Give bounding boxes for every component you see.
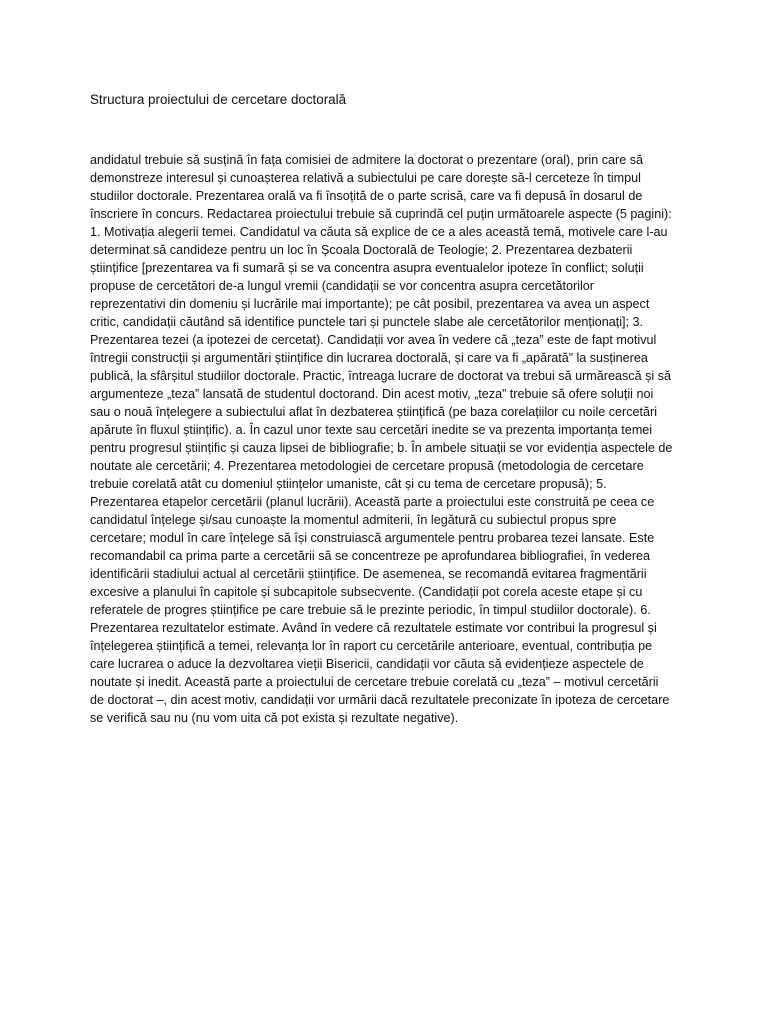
body-line: excesive a planului în capitole și subcapitole subsecvente. (Candidații pot corela aceste etape și cu — [90, 585, 643, 599]
body-line: științifice [prezentarea va fi sumară și se va concentra asupra eventualelor ipoteze în conflict; soluții — [90, 261, 644, 275]
body-line: apărute în fluxul științific). a. În cazul unor texte sau cercetări inedite se va prezenta importanța temei — [90, 423, 653, 437]
body-line: se verifică sau nu (nu vom uita că pot exista și rezultate negative). — [90, 711, 459, 725]
body-line: înțelegerea științifică a temei, relevanța lor în raport cu cercetările anterioare, eventual, contribuția pe — [90, 639, 653, 653]
body-line: reprezentativi din domeniu și lucrările mai importante); pe cât posibil, prezentarea va avea un aspect — [90, 297, 650, 311]
body-line: care lucrarea o aduce la dezvoltarea vieții Bisericii, candidații vor căuta să evidențieze aspectele de — [90, 657, 644, 671]
body-line: demonstreze interesul și cunoașterea relativă a subiectului pe care dorește să-l cerceteze în timpul — [90, 171, 641, 185]
body-line: înscriere în concurs. Redactarea proiectului trebuie să cuprindă cel puțin următoarele aspecte (5 pagini): — [90, 207, 672, 221]
body-line: referatele de progres științifice pe care trebuie să le prezinte periodic, în timpul studiilor doctorale). 6. — [90, 603, 651, 617]
body-line: determinat să candideze pentru un loc în Școala Doctorală de Teologie; 2. Prezentarea dezbaterii — [90, 243, 633, 257]
body-line: Prezentarea rezultatelor estimate. Având în vedere că rezultatele estimate vor contribui la progresul și — [90, 621, 657, 635]
body-line: Prezentarea tezei (a ipotezei de cercetat). Candidații vor avea în vedere că „teza” este de fapt motivul — [90, 333, 657, 347]
body-line: studiilor doctorale. Prezentarea orală va fi însoțită de o parte scrisă, care va fi depusă în dosarul de — [90, 189, 643, 203]
body-line: întregii construcții și argumentări științifice din lucrarea doctorală, și care va fi „apărată” la susținerea — [90, 351, 648, 365]
document-body — [90, 151, 690, 727]
body-line: candidatul înțelege și/sau cunoaște la momentul admiterii, în legătură cu subiectul propus spre — [90, 513, 617, 527]
body-line: publică, la sfârșitul studiilor doctorale. Practic, întreaga lucrare de doctorat va trebui să urmărească și să — [90, 369, 671, 383]
body-line: propuse de cercetători de-a lungul vremii (candidații se vor concentra asupra cercetătorilor — [90, 279, 595, 293]
body-line: identificării stadiului actual al cercetării științifice. De asemenea, se recomandă evitarea fragmentării — [90, 567, 647, 581]
body-line: andidatul trebuie să susțină în fața comisiei de admitere la doctorat o prezentare (oral), prin care să — [90, 153, 644, 167]
body-line: trebuie corelată atât cu domeniul științelor umaniste, cât și cu tema de cercetare propusă); 5. — [90, 477, 607, 491]
body-line: cercetare; modul în care înțelege să își construiască argumentele pentru probarea tezei lansate. Este — [90, 531, 655, 545]
body-line: 1. Motivația alegerii temei. Candidatul va căuta să explice de ce a ales această temă, motivele care l-au — [90, 225, 668, 239]
body-line: noutate ale cercetării; 4. Prezentarea metodologiei de cercetare propusă (metodologia de cercetare — [90, 459, 644, 473]
body-line: critic, candidații căutând să identifice punctele tari și punctele slabe ale cercetătorilor menționați]; 3. — [90, 315, 644, 329]
body-line: de doctorat –, din acest motiv, candidații vor urmării dacă rezultatele preconizate în ipoteza de cercetare — [90, 693, 670, 707]
body-line: recomandabil ca prima parte a cercetării să se concentreze pe aprofundarea bibliografiei, în vederea — [90, 549, 651, 563]
body-line: pentru progresul științific și cauza lipsei de bibliografie; b. În ambele situații se vor evidenția aspectele de — [90, 441, 673, 455]
body-line: Prezentarea etapelor cercetării (planul lucrării). Această parte a proiectului este construită pe ceea ce — [90, 495, 655, 509]
body-line: noutate și inedit. Această parte a proiectului de cercetare trebuie corelată cu „teza” – motivul cercetării — [90, 675, 659, 689]
body-line: sau o nouă înțelegere a subiectului aflat în dezbaterea științifică (pe baza corelațiilor cu noile cercetări — [90, 405, 658, 419]
document-title: Structura proiectului de cercetare doctorală — [90, 92, 347, 107]
body-line: argumenteze „teza” lansată de studentul doctorand. Din acest motiv, „teza” trebuie să ofere soluții noi — [90, 387, 654, 401]
